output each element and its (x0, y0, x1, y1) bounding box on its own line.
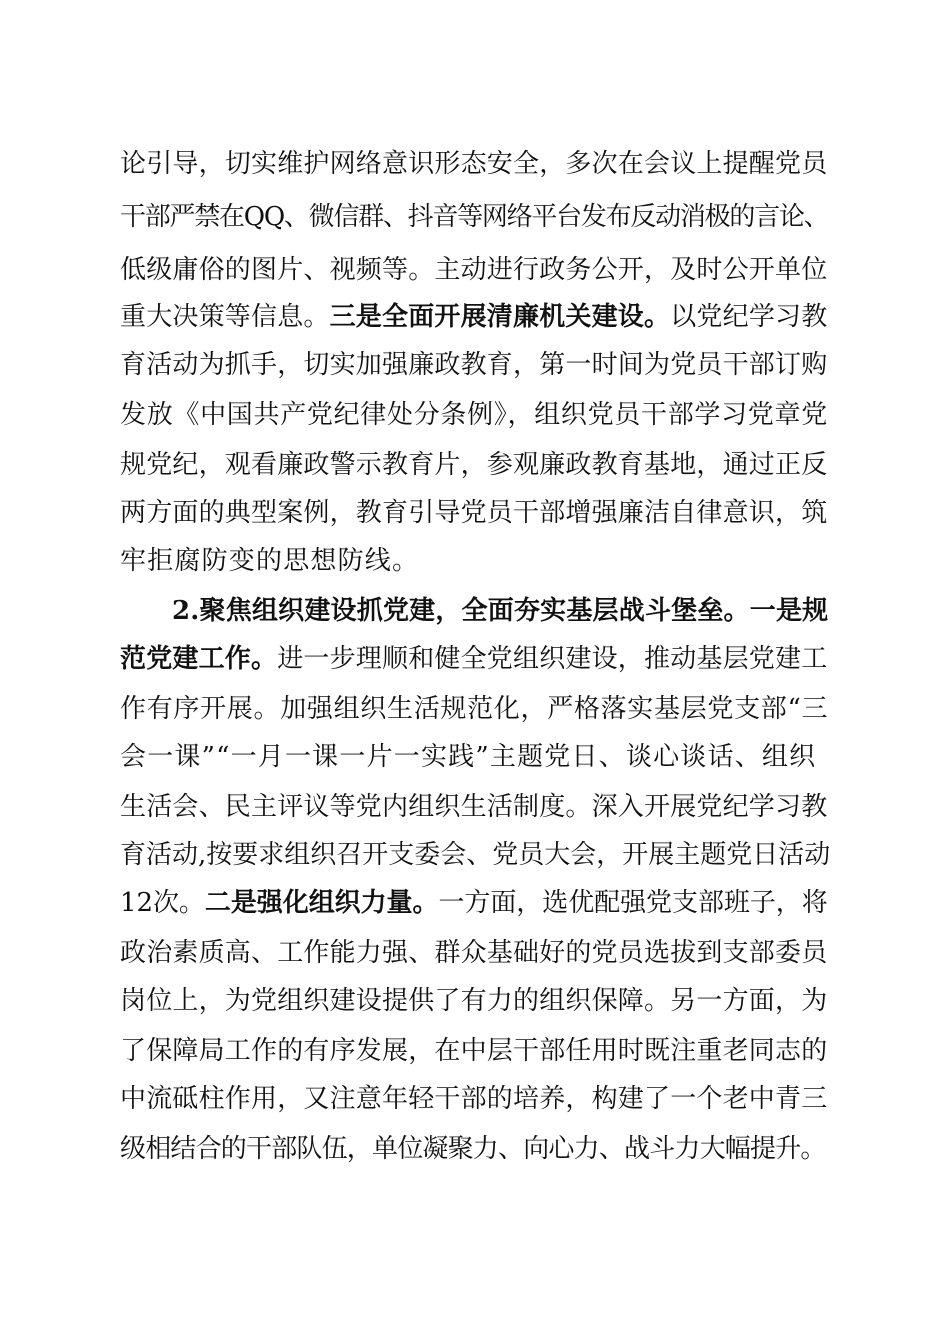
text-run: 重大决策等信息。 (120, 302, 330, 332)
text-line (120, 1031, 830, 1071)
text-run: 一方面，选优配强党支部班子，将 (438, 888, 828, 918)
text-line (120, 445, 830, 485)
text-run: 了保障局工作的有序发展，在中层干部任用时既注重老同志的 (120, 1036, 828, 1066)
section-heading (172, 591, 830, 631)
bold-heading-run: 2.聚焦组织建设抓党建，全面夯实基层战斗堡垒。一是规 (172, 596, 829, 626)
text-run: 以党纪学习教 (670, 302, 828, 332)
text-line (120, 933, 830, 973)
text-line (120, 250, 830, 290)
text-line (120, 144, 830, 184)
text-line (120, 639, 830, 679)
text-run: 级相结合的干部队伍，单位凝聚力、向心力、战斗力大幅提升。 (120, 1134, 826, 1164)
text-line (120, 835, 830, 875)
text-line (120, 493, 830, 533)
text-run: 论引导，切实维护网络意识形态安全，多次在会议上提醒党员 (120, 149, 828, 179)
text-run: 作有序开展。加强组织生活规范化，严格落实基层党支部“三 (120, 694, 829, 724)
text-run: 低级庸俗的图片、视频等。主动进行政务公开，及时公开单位 (120, 255, 828, 285)
text-line (120, 197, 830, 237)
text-run: 进一步理顺和健全党组织建设，推动基层党建工 (277, 644, 828, 674)
text-line (120, 787, 830, 827)
text-line (120, 345, 830, 385)
bold-heading-run: 范党建工作。 (120, 644, 278, 674)
text-line (120, 1079, 830, 1119)
text-run: 发放《中国共产党纪律处分条例》，组织党员干部学习党章党 (120, 400, 828, 430)
bold-heading-run: 二是强化组织力量。 (204, 888, 439, 918)
text-run: 会一课”“一月一课一片一实践”主题党日、谈心谈话、组织 (120, 742, 817, 772)
text-run: 干部严禁在QQ、微信群、抖音等网络平台发布反动消极的言论、 (120, 202, 829, 232)
text-run: 育活动,按要求组织召开支委会、党员大会，开展主题党日活动 (120, 840, 831, 870)
text-line (120, 541, 830, 581)
bold-heading-run: 三是全面开展清廉机关建设。 (329, 302, 671, 332)
text-run: 育活动为抓手，切实加强廉政教育，第一时间为党员干部订购 (120, 350, 828, 380)
text-run: 中流砥柱作用，又注意年轻干部的培养，构建了一个老中青三 (120, 1084, 828, 1114)
text-line (120, 395, 830, 435)
text-line (120, 981, 830, 1021)
text-run: 政治素质高、工作能力强、群众基础好的党员选拔到支部委员 (120, 938, 828, 968)
text-line (120, 737, 830, 777)
text-run: 两方面的典型案例，教育引导党员干部增强廉洁自律意识，筑 (120, 498, 828, 528)
text-run: 生活会、民主评议等党内组织生活制度。深入开展党纪学习教 (120, 792, 828, 822)
text-line (120, 297, 830, 337)
text-line (120, 1129, 830, 1169)
text-run: 牢拒腐防变的思想防线。 (120, 546, 420, 576)
text-line (120, 689, 830, 729)
text-run: 岗位上，为党组织建设提供了有力的组织保障。另一方面，为 (120, 986, 828, 1016)
text-run: 12次。 (120, 888, 205, 918)
text-run: 规党纪，观看廉政警示教育片，参观廉政教育基地，通过正反 (120, 450, 828, 480)
text-line (120, 883, 830, 923)
